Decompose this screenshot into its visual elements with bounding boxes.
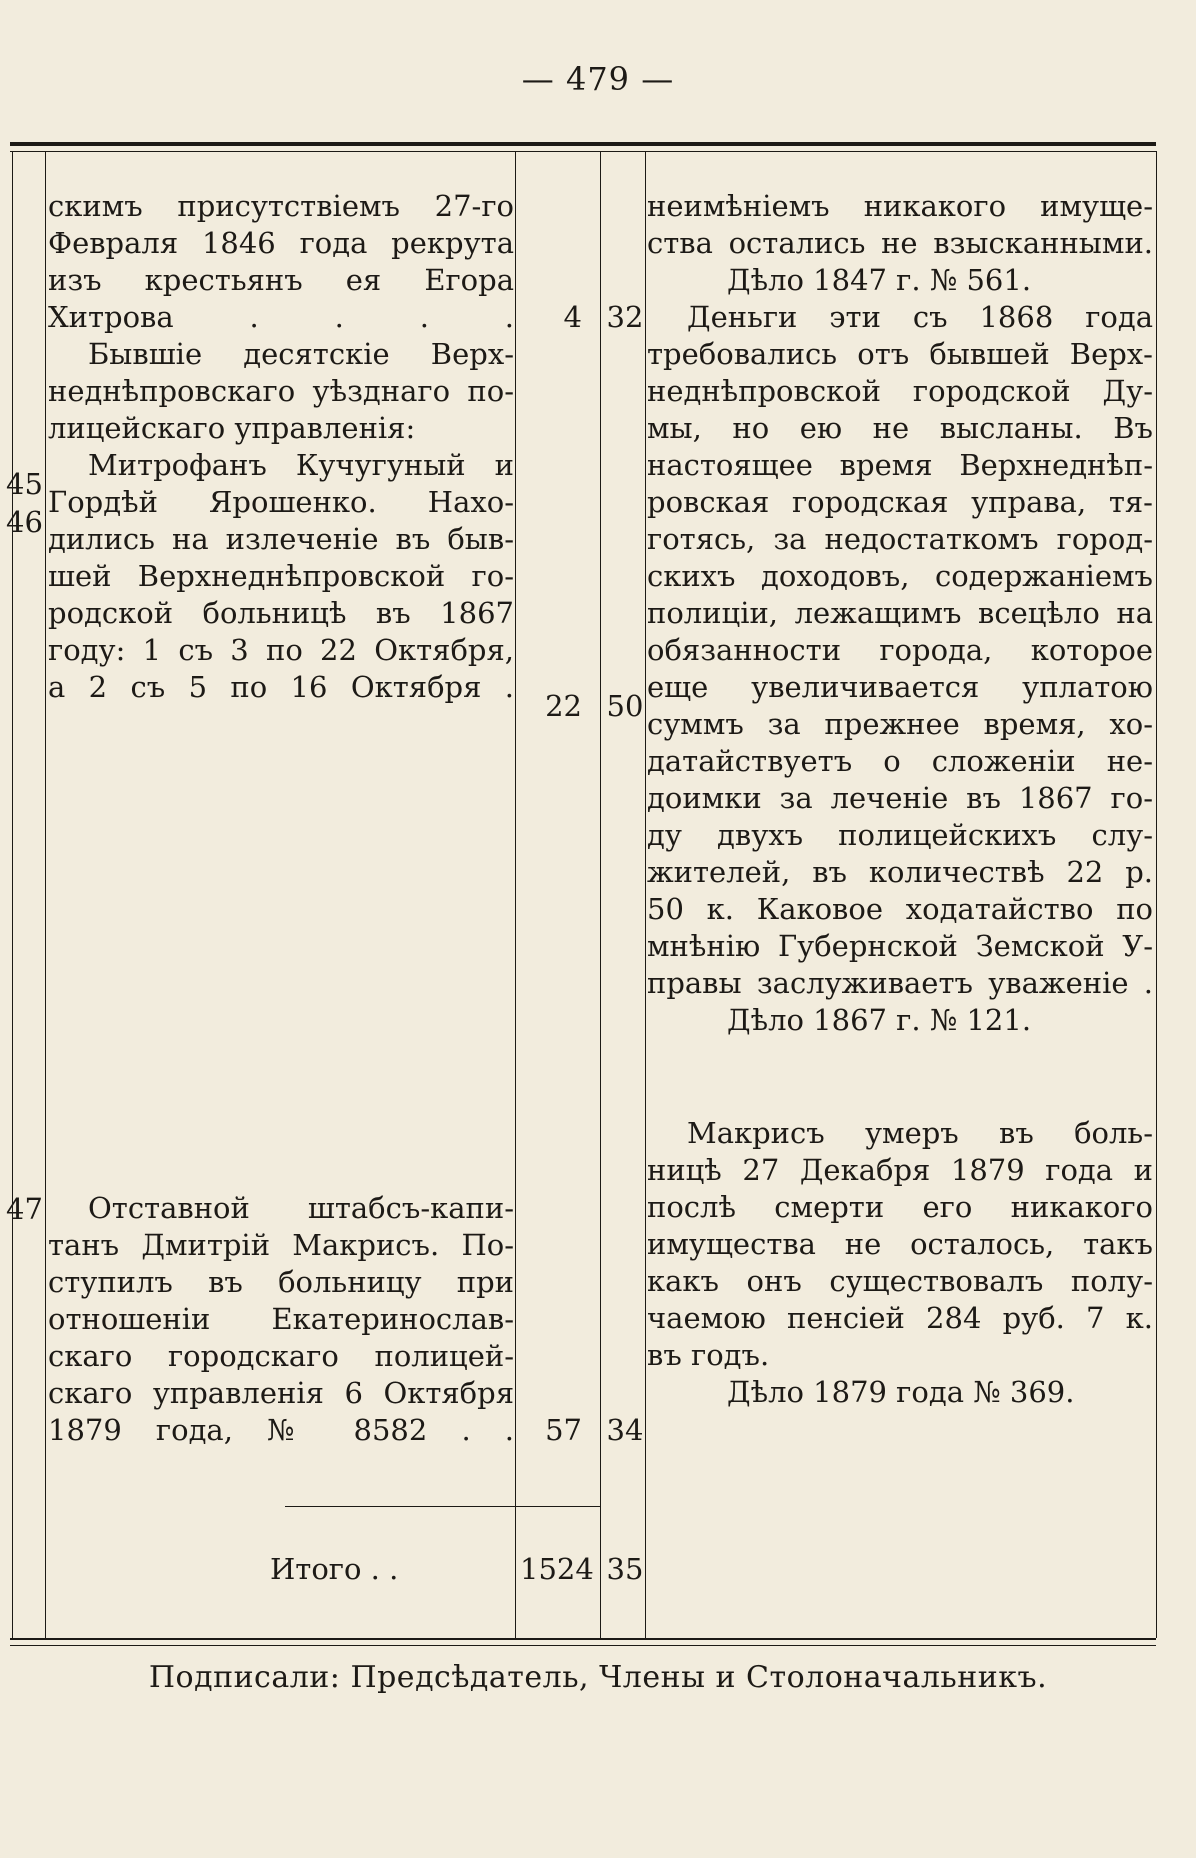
total-kopecks: 35 — [606, 1552, 644, 1586]
text-line: неднѣпровской городской Ду- — [647, 374, 1153, 408]
text-line: скаго управленія 6 Октября — [48, 1376, 514, 1410]
text-line: послѣ смерти его никакого — [647, 1190, 1153, 1224]
page-number: — 479 — — [521, 60, 675, 98]
text-line: обязанности города, которое — [647, 633, 1153, 667]
text-line: въ годъ. — [647, 1338, 770, 1372]
amount-rubles: 57 — [545, 1413, 582, 1447]
text-line: 1879 года, № 8582 . . — [48, 1413, 514, 1447]
top-rule — [10, 142, 1156, 146]
text-line: требовались отъ бывшей Верх- — [647, 337, 1153, 371]
total-rubles: 1524 — [520, 1552, 594, 1586]
text-line: мнѣнію Губернской Земской У- — [647, 929, 1153, 963]
text-line: танъ Дмитрій Макрисъ. По- — [48, 1228, 514, 1262]
text-line: скихъ доходовъ, содержаніемъ — [647, 559, 1153, 593]
text-line: полиціи, лежащимъ всецѣло на — [647, 596, 1153, 630]
text-line: отношеніи Екатеринослав- — [48, 1302, 514, 1336]
row-number: 46 — [6, 505, 43, 539]
text-line: доимки за леченіе въ 1867 го- — [647, 781, 1153, 815]
case-reference: Дѣло 1879 года № 369. — [727, 1375, 1075, 1409]
text-line: Хитрова . . . . — [48, 300, 514, 334]
text-line: Февраля 1846 года рекрута — [48, 226, 514, 260]
text-line: Бывшіе десятскіе Верх- — [88, 337, 514, 371]
description-column-2 — [48, 1190, 514, 1449]
text-line: готясь, за недостаткомъ город- — [647, 522, 1153, 556]
amount-kopecks: 32 — [606, 300, 644, 334]
signatures-line: Подписали: Предсѣдатель, Члены и Столоначальникъ. — [148, 1660, 1048, 1695]
text-line: изъ крестьянъ ея Егора — [48, 263, 514, 297]
text-line: настоящее время Верхнеднѣп- — [647, 448, 1153, 482]
remarks-column — [647, 188, 1153, 1039]
text-line: суммъ за прежнее время, хо- — [647, 707, 1153, 741]
top-rule-thin — [10, 151, 1156, 152]
text-line: Макрисъ умеръ въ боль- — [687, 1116, 1153, 1150]
divider-number-col — [45, 151, 46, 1638]
text-line: скаго городскаго полицей- — [48, 1339, 514, 1373]
amount-kopecks: 50 — [606, 689, 644, 723]
case-reference: Дѣло 1867 г. № 121. — [727, 1003, 1032, 1037]
text-line: ницѣ 27 Декабря 1879 года и — [647, 1153, 1153, 1187]
text-line: еще увеличивается уплатою — [647, 670, 1153, 704]
bottom-rule — [10, 1638, 1156, 1640]
text-line: какъ онъ существовалъ полу- — [647, 1264, 1153, 1298]
text-line: дились на излеченіе въ быв- — [48, 522, 514, 556]
text-line: неимѣніемъ никакого имуще- — [647, 189, 1153, 223]
text-line: родской больницѣ въ 1867 — [48, 596, 514, 630]
text-line: имущества не осталось, такъ — [647, 1227, 1153, 1261]
amount-kopecks: 34 — [606, 1413, 644, 1447]
text-line: Отставной штабсъ-капи- — [88, 1191, 514, 1225]
table-border-right — [1156, 151, 1157, 1638]
text-line: году: 1 съ 3 по 22 Октября, — [48, 633, 514, 667]
text-line: а 2 съ 5 по 16 Октября . — [48, 670, 514, 704]
text-line: 50 к. Каковое ходатайство по — [647, 892, 1153, 926]
amount-rubles: 4 — [563, 300, 582, 334]
text-line: ступилъ въ больницу при — [48, 1265, 514, 1299]
text-line: датайствуетъ о сложеніи не- — [647, 744, 1153, 778]
text-line: чаемою пенсіей 284 руб. 7 к. — [647, 1301, 1153, 1335]
text-line: ства остались не взысканными. — [647, 226, 1153, 260]
text-line: жителей, въ количествѣ 22 р. — [647, 855, 1153, 889]
table-border-left — [12, 151, 13, 1638]
text-line: ровская городская управа, тя- — [647, 485, 1153, 519]
remarks-column-2 — [647, 1115, 1153, 1411]
total-rule — [285, 1506, 600, 1507]
text-line: ду двухъ полицейскихъ слу- — [647, 818, 1153, 852]
case-reference: Дѣло 1847 г. № 561. — [727, 263, 1032, 297]
description-column — [48, 188, 514, 706]
total-label: Итого . . — [270, 1552, 399, 1586]
divider-rubles-col — [515, 151, 516, 1638]
bottom-rule-thin — [10, 1645, 1156, 1646]
row-number: 47 — [6, 1192, 43, 1226]
amount-rubles: 22 — [545, 689, 582, 723]
text-line: скимъ присутствіемъ 27-го — [48, 189, 514, 223]
divider-kopecks-col — [600, 151, 601, 1638]
text-line: Митрофанъ Кучугуный и — [88, 448, 514, 482]
row-number: 45 — [6, 467, 43, 501]
text-line: лицейскаго управленія: — [48, 411, 416, 445]
text-line: Деньги эти съ 1868 года — [687, 300, 1153, 334]
text-line: шей Верхнеднѣпровской го- — [48, 559, 514, 593]
text-line: правы заслуживаетъ уваженіе . — [647, 966, 1153, 1000]
text-line: неднѣпровскаго уѣзднаго по- — [48, 374, 514, 408]
text-line: Гордѣй Ярошенко. Нахо- — [48, 485, 514, 519]
text-line: мы, но ею не высланы. Въ — [647, 411, 1153, 445]
